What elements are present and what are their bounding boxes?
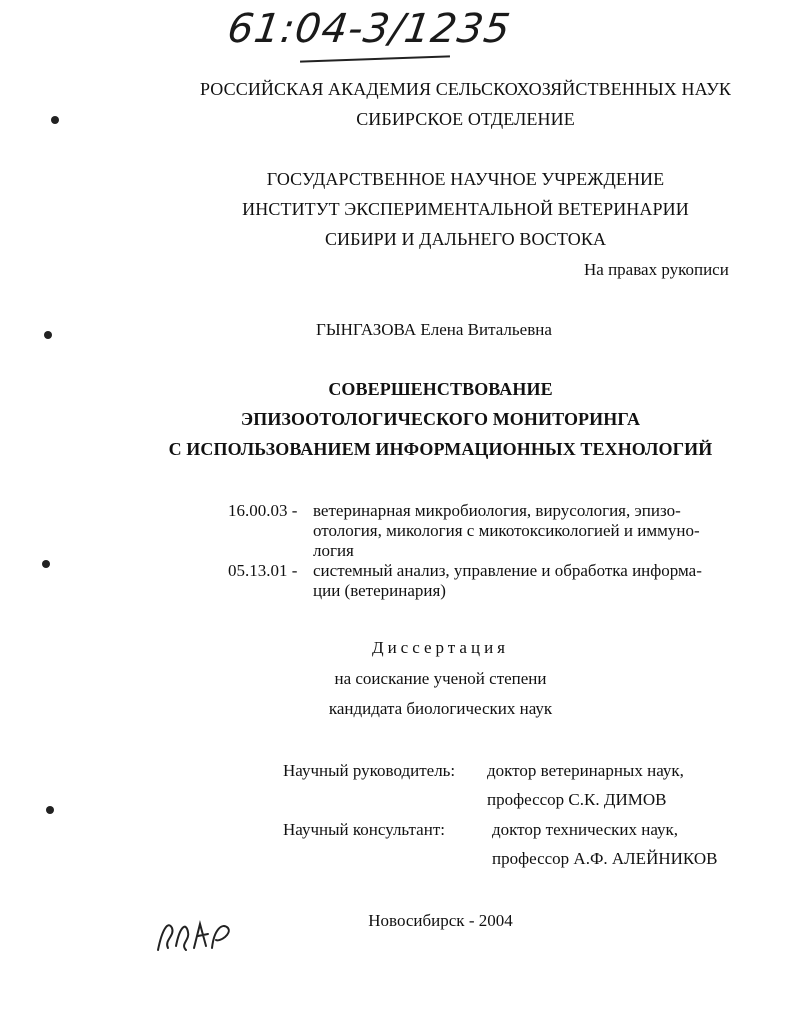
institution-line-3: СИБИРИ И ДАЛЬНЕГО ВОСТОКА	[324, 229, 607, 249]
degree-line-1: на соискание ученой степени	[334, 669, 547, 688]
academy-name: РОССИЙСКАЯ АКАДЕМИЯ СЕЛЬСКОХОЗЯЙСТВЕННЫХ НАУК	[199, 79, 732, 99]
consultant-degree: доктор технических наук,	[492, 820, 679, 839]
title-line-2: ЭПИЗООТОЛОГИЧЕСКОГО МОНИТОРИНГА	[240, 409, 641, 429]
binder-hole	[42, 560, 50, 568]
specialty-code-1: 16.00.03 -	[228, 501, 298, 520]
binder-hole	[46, 806, 54, 814]
author-name: ГЫНГАЗОВА Елена Витальевна	[316, 320, 552, 339]
supervisor-role: Научный руководитель:	[283, 761, 456, 780]
branch-name: СИБИРСКОЕ ОТДЕЛЕНИЕ	[356, 109, 575, 129]
place-year: Новосибирск - 2004	[368, 911, 513, 930]
degree-line-2: кандидата биологических наук	[328, 699, 553, 718]
consultant-role: Научный консультант:	[283, 820, 445, 839]
institution-line-1: ГОСУДАРСТВЕННОЕ НАУЧНОЕ УЧРЕЖДЕНИЕ	[266, 169, 665, 189]
manuscript-rights: На правах рукописи	[584, 260, 729, 279]
dissertation-heading: Диссертация	[371, 638, 509, 657]
specialty-1-line-2: отология, микология с микотоксикологией и иммуно-	[313, 521, 700, 540]
specialty-1-line-3: логия	[313, 541, 354, 560]
supervisor-degree: доктор ветеринарных наук,	[487, 761, 684, 780]
binder-hole	[51, 116, 59, 124]
archive-number-handwritten: 61:04-3/1235	[224, 6, 514, 52]
institution-line-2: ИНСТИТУТ ЭКСПЕРИМЕНТАЛЬНОЙ ВЕТЕРИНАРИИ	[242, 199, 689, 219]
specialty-2-line-1: системный анализ, управление и обработка информа-	[313, 561, 702, 580]
binder-hole	[44, 331, 52, 339]
archive-underline	[300, 55, 450, 62]
supervisor-name: профессор С.К. ДИМОВ	[487, 790, 667, 809]
specialty-1-line-1: ветеринарная микробиология, вирусология, эпизо-	[313, 501, 681, 520]
specialty-2-line-2: ции (ветеринария)	[313, 581, 446, 600]
title-line-3: С ИСПОЛЬЗОВАНИЕМ ИНФОРМАЦИОННЫХ ТЕХНОЛОГИЙ	[168, 439, 713, 459]
consultant-name: профессор А.Ф. АЛЕЙНИКОВ	[492, 849, 718, 868]
specialty-code-2: 05.13.01 -	[228, 561, 298, 580]
title-line-1: СОВЕРШЕНСТВОВАНИЕ	[328, 379, 553, 399]
